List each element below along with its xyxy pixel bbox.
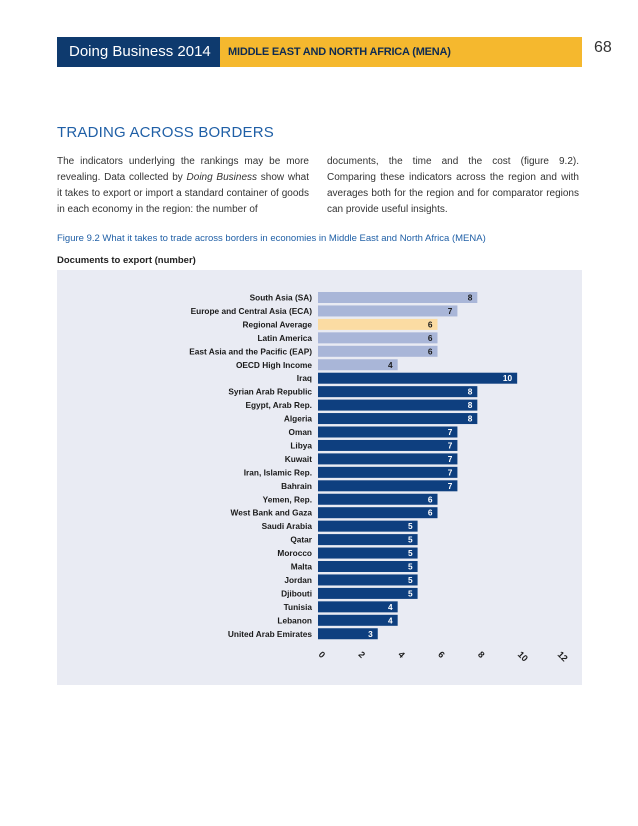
value-label-djibouti: 5 xyxy=(407,588,413,599)
category-label-jordan: Jordan xyxy=(284,574,312,585)
figure-caption: Figure 9.2 What it takes to trade across borders in economies in Middle East and North Africa (MENA) xyxy=(57,233,486,244)
category-label-lebanon: Lebanon xyxy=(277,615,312,626)
bar-algeria xyxy=(318,413,477,424)
category-label-kuwait: Kuwait xyxy=(284,453,312,464)
category-label-east-asia-and-the-pacific-eap: East Asia and the Pacific (EAP) xyxy=(189,346,312,357)
bar-bahrain xyxy=(318,480,457,491)
x-tick-label-12: 12 xyxy=(555,649,570,664)
category-label-bahrain: Bahrain xyxy=(281,480,312,491)
category-label-malta: Malta xyxy=(290,561,312,572)
header-region-title: MIDDLE EAST AND NORTH AFRICA (MENA) xyxy=(220,37,582,67)
x-tick-label-10: 10 xyxy=(515,649,530,664)
bar-djibouti xyxy=(318,588,418,599)
value-label-bahrain: 7 xyxy=(447,480,453,491)
value-label-regional-average: 6 xyxy=(427,319,433,330)
category-label-syrian-arab-republic: Syrian Arab Republic xyxy=(228,386,312,397)
category-label-latin-america: Latin America xyxy=(257,332,312,343)
value-label-lebanon: 4 xyxy=(388,615,393,626)
value-label-algeria: 8 xyxy=(467,413,473,424)
value-label-iraq: 10 xyxy=(502,373,513,384)
value-label-jordan: 5 xyxy=(407,574,413,585)
category-label-algeria: Algeria xyxy=(283,413,312,424)
header-doc-title: Doing Business 2014 xyxy=(57,37,220,67)
value-label-yemen-rep: 6 xyxy=(427,494,433,505)
bar-libya xyxy=(318,440,457,451)
value-label-tunisia: 4 xyxy=(388,601,393,612)
value-label-iran-islamic-rep: 7 xyxy=(447,467,453,478)
value-label-oman: 7 xyxy=(447,427,453,437)
x-tick-label-4: 4 xyxy=(396,649,407,660)
bar-yemen-rep xyxy=(318,494,438,505)
category-label-iran-islamic-rep: Iran, Islamic Rep. xyxy=(243,467,312,478)
value-label-east-asia-and-the-pacific-eap: 6 xyxy=(427,346,433,357)
value-label-egypt-arab-rep: 8 xyxy=(467,400,473,411)
category-label-morocco: Morocco xyxy=(277,548,312,559)
bar-egypt-arab-rep xyxy=(318,400,477,411)
value-label-malta: 5 xyxy=(407,561,413,572)
category-label-yemen-rep: Yemen, Rep. xyxy=(262,494,312,505)
bar-europe-and-central-asia-eca xyxy=(318,305,457,316)
category-label-south-asia-sa: South Asia (SA) xyxy=(249,292,312,303)
x-tick-label-2: 2 xyxy=(356,649,368,660)
bar-jordan xyxy=(318,574,418,585)
value-label-kuwait: 7 xyxy=(447,453,453,464)
bar-iraq xyxy=(318,373,517,384)
body-text-column-1 xyxy=(57,154,309,218)
category-label-saudi-arabia: Saudi Arabia xyxy=(261,521,312,532)
category-label-djibouti: Djibouti xyxy=(281,588,312,599)
category-label-qatar: Qatar xyxy=(290,534,312,545)
bar-latin-america xyxy=(318,332,438,343)
category-label-libya: Libya xyxy=(290,440,312,451)
value-label-saudi-arabia: 5 xyxy=(407,521,413,532)
category-label-europe-and-central-asia-eca: Europe and Central Asia (ECA) xyxy=(190,305,312,316)
x-tick-label-6: 6 xyxy=(436,649,447,660)
bar-malta xyxy=(318,561,418,572)
category-label-oman: Oman xyxy=(288,427,312,437)
category-label-west-bank-and-gaza: West Bank and Gaza xyxy=(230,507,312,518)
bar-west-bank-and-gaza xyxy=(318,507,438,518)
bar-kuwait xyxy=(318,453,457,464)
figure-subtitle: Documents to export (number) xyxy=(57,255,196,266)
category-label-tunisia: Tunisia xyxy=(283,601,312,612)
category-label-oecd-high-income: OECD High Income xyxy=(235,359,312,370)
bar-oecd-high-income xyxy=(318,359,398,370)
value-label-qatar: 5 xyxy=(407,534,413,545)
body-text-1a: The indicators underlying the rankings may be more revealing. Data collected by xyxy=(57,156,309,183)
bar-saudi-arabia xyxy=(318,521,418,532)
value-label-latin-america: 6 xyxy=(427,332,433,343)
bar-chart xyxy=(57,270,582,685)
page-number: 68 xyxy=(594,39,612,56)
value-label-syrian-arab-republic: 8 xyxy=(467,386,473,397)
category-label-iraq: Iraq xyxy=(296,373,312,384)
bar-east-asia-and-the-pacific-eap xyxy=(318,346,438,357)
category-label-egypt-arab-rep: Egypt, Arab Rep. xyxy=(245,400,312,411)
value-label-europe-and-central-asia-eca: 7 xyxy=(447,305,453,316)
bar-oman xyxy=(318,427,457,438)
body-text-column-2: documents, the time and the cost (figure 9.2). Comparing these indicators across the region and with averages both for the region and for comparator regions can provide useful insights. xyxy=(327,156,579,215)
value-label-south-asia-sa: 8 xyxy=(467,292,473,303)
bar-regional-average xyxy=(318,319,438,330)
body-text-1-emphasis: Doing Business xyxy=(186,172,258,183)
value-label-oecd-high-income: 4 xyxy=(388,359,393,370)
x-tick-label-0: 0 xyxy=(316,649,328,660)
chart-panel xyxy=(57,270,582,685)
bar-south-asia-sa xyxy=(318,292,477,303)
bar-tunisia xyxy=(318,601,398,612)
value-label-west-bank-and-gaza: 6 xyxy=(427,507,433,518)
bar-syrian-arab-republic xyxy=(318,386,477,397)
section-title: TRADING ACROSS BORDERS xyxy=(57,124,274,141)
bar-iran-islamic-rep xyxy=(318,467,457,478)
bar-lebanon xyxy=(318,615,398,626)
body-text-1b: show what it takes to export or import a standard container of goods in each economy in the region: the number of xyxy=(57,172,309,215)
category-label-regional-average: Regional Average xyxy=(242,319,312,330)
bar-qatar xyxy=(318,534,418,545)
value-label-libya: 7 xyxy=(447,440,453,451)
x-tick-label-8: 8 xyxy=(475,649,487,660)
value-label-united-arab-emirates: 3 xyxy=(368,628,373,639)
category-label-united-arab-emirates: United Arab Emirates xyxy=(227,628,312,639)
bar-morocco xyxy=(318,548,418,559)
value-label-morocco: 5 xyxy=(407,548,413,559)
